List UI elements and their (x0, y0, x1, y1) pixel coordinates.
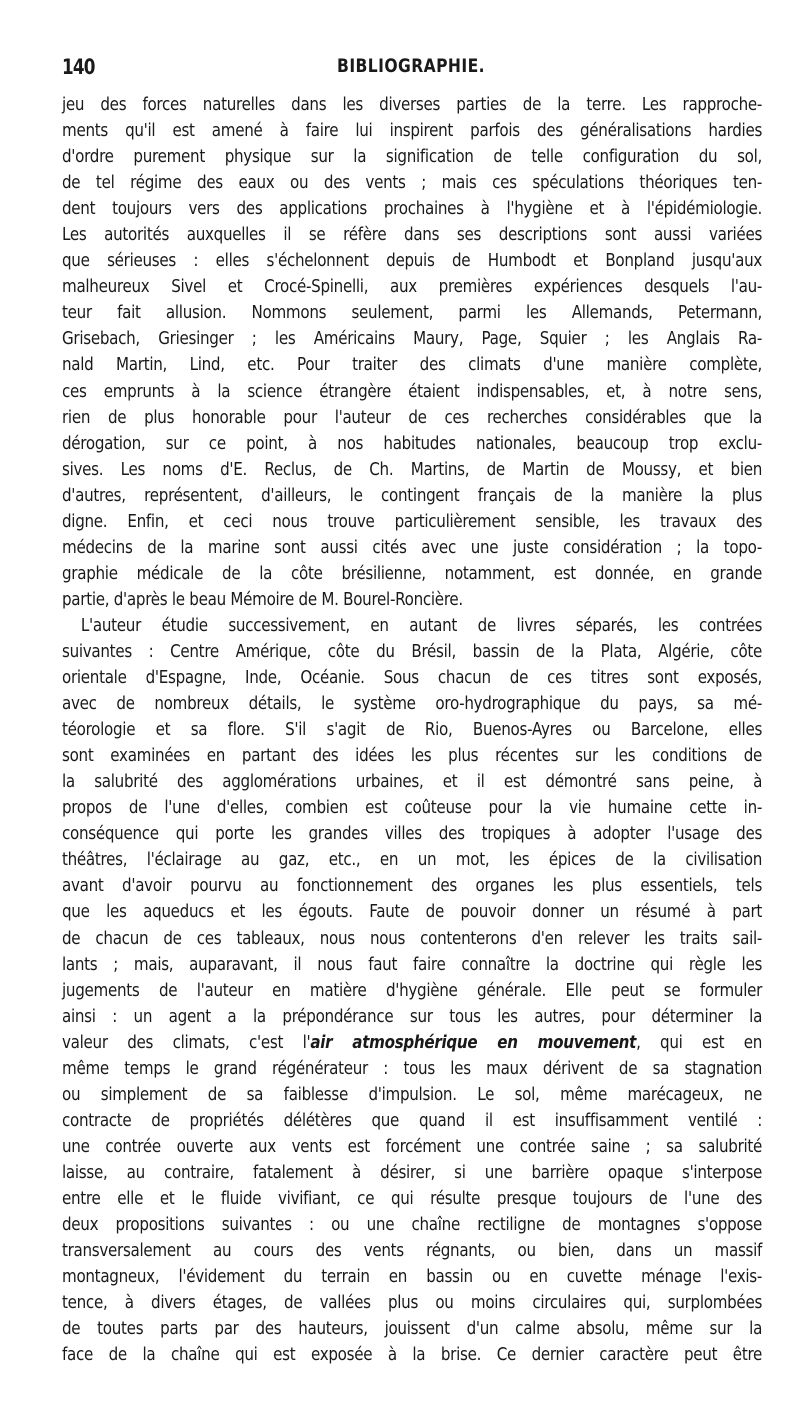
text-line: théâtres, l'éclairage au gaz, etc., en un mot, les épices de la civilisation (62, 850, 763, 871)
text-line: Les autorités auxquelles il se réfère dans ses descriptions sont aussi variées (62, 225, 763, 246)
text-line: face de la chaîne qui est exposée à la brise. Ce dernier caractère peut être (62, 1345, 763, 1366)
text-line: la salubrité des agglomérations urbaines, et il est démontré sans peine, à (62, 772, 763, 793)
text-line: une contrée ouverte aux vents est forcément une contrée saine ; sa salubrité (62, 1136, 763, 1157)
text-line: Grisebach, Griesinger ; les Américains Maury, Page, Squier ; les Anglais Ra- (62, 329, 763, 350)
text-line: montagneux, l'évidement du terrain en bassin ou en cuvette ménage l'exis- (62, 1267, 763, 1288)
text-fragment: valeur des climats, c'est l' (62, 1032, 311, 1053)
text-line: partie, d'après le beau Mémoire de M. Bourel-Roncière. (62, 589, 463, 610)
text-line: graphie médicale de la côte brésilienne, notamment, est donnée, en grande (62, 563, 763, 584)
body-text (62, 92, 762, 1368)
text-line: laisse, au contraire, fatalement à désirer, si une barrière opaque s'interpose (62, 1162, 763, 1183)
text-line: ces emprunts à la science étrangère étaient indispensables, et, à notre sens, (62, 381, 763, 402)
text-line: d'autres, représentent, d'ailleurs, le contingent français de la manière la plus (62, 485, 763, 506)
text-line: teur fait allusion. Nommons seulement, parmi les Allemands, Petermann, (62, 303, 763, 324)
text-line: de tel régime des eaux ou des vents ; mais ces spéculations théoriques ten- (62, 173, 763, 194)
page-header (62, 55, 760, 85)
text-line: entre elle et le fluide vivifiant, ce qui résulte presque toujours de l'une des (62, 1188, 763, 1209)
text-line: dérogation, sur ce point, à nos habitudes nationales, beaucoup trop exclu- (62, 433, 763, 454)
text-line: nald Martin, Lind, etc. Pour traiter des climats d'une manière complète, (62, 355, 763, 376)
text-line: deux propositions suivantes : ou une chaîne rectiligne de montagnes s'oppose (62, 1215, 763, 1236)
paragraph-start-line: L'auteur étudie successivement, en autant de livres séparés, les contrées (80, 615, 763, 636)
text-line: orientale d'Espagne, Inde, Océanie. Sous chacun de ces titres sont exposés, (62, 668, 763, 689)
text-line: que les aqueducs et les égouts. Faute de pouvoir donner un résumé à part (62, 902, 763, 923)
text-line: ou simplement de sa faiblesse d'impulsion. Le sol, même marécageux, ne (62, 1084, 763, 1105)
text-line: téorologie et sa flore. S'il s'agit de Rio, Buenos-Ayres ou Barcelone, elles (62, 720, 763, 741)
text-line: médecins de la marine sont aussi cités avec une juste considération ; la topo- (62, 537, 763, 558)
text-line: propos de l'une d'elles, combien est coûteuse pour la vie humaine cette in- (62, 798, 763, 819)
text-line: dent toujours vers des applications prochaines à l'hygiène et à l'épidémiologie. (62, 199, 763, 220)
running-title: BIBLIOGRAPHIE. (337, 55, 485, 77)
page-number: 140 (62, 55, 95, 79)
text-line: ainsi : un agent a la prépondérance sur tous les autres, pour déterminer la (62, 1006, 763, 1027)
text-line: même temps le grand régénérateur : tous les maux dérivent de sa stagnation (62, 1058, 763, 1079)
text-line: digne. Enfin, et ceci nous trouve particulièrement sensible, les travaux des (62, 511, 763, 532)
text-line: jugements de l'auteur en matière d'hygiène générale. Elle peut se formuler (62, 980, 763, 1001)
text-line: rien de plus honorable pour l'auteur de ces recherches considérables que la (62, 407, 763, 428)
text-line: contracte de propriétés délétères que quand il est insuffisamment ventilé : (62, 1110, 763, 1131)
text-line: transversalement au cours des vents régnants, ou bien, dans un massif (62, 1241, 763, 1262)
text-line: malheureux Sivel et Crocé-Spinelli, aux premières expériences desquels l'au- (62, 277, 763, 298)
emphasized-phrase: air atmosphérique en mouvement (310, 1032, 637, 1053)
text-line-with-emphasis (62, 1030, 762, 1056)
text-line: suivantes : Centre Amérique, côte du Brésil, bassin de la Plata, Algérie, côte (62, 641, 763, 662)
text-line: avec de nombreux détails, le système oro-hydrographique du pays, sa mé- (62, 694, 763, 715)
text-line: tence, à divers étages, de vallées plus ou moins circulaires qui, surplombées (62, 1293, 763, 1314)
text-line: sives. Les noms d'E. Reclus, de Ch. Martins, de Martin de Moussy, et bien (62, 459, 763, 480)
text-line: ments qu'il est amené à faire lui inspirent parfois des généralisations hardies (62, 121, 763, 142)
text-line: de toutes parts par des hauteurs, jouissent d'un calme absolu, même sur la (62, 1319, 763, 1340)
text-fragment: , qui est en (636, 1032, 763, 1053)
text-line: jeu des forces naturelles dans les diverses parties de la terre. Les rapproche- (62, 95, 763, 115)
text-line: lants ; mais, auparavant, il nous faut faire connaître la doctrine qui règle les (62, 954, 763, 975)
text-line: sont examinées en partant des idées les plus récentes sur les conditions de (62, 746, 763, 767)
text-line: conséquence qui porte les grandes villes des tropiques à adopter l'usage des (62, 824, 763, 845)
text-line: d'ordre purement physique sur la signification de telle configuration du sol, (62, 147, 763, 168)
text-line: de chacun de ces tableaux, nous nous contenterons d'en relever les traits sail- (62, 928, 763, 949)
text-line: avant d'avoir pourvu au fonctionnement des organes les plus essentiels, tels (62, 876, 763, 897)
text-line: que sérieuses : elles s'échelonnent depuis de Humbodt et Bonpland jusqu'aux (62, 251, 763, 272)
